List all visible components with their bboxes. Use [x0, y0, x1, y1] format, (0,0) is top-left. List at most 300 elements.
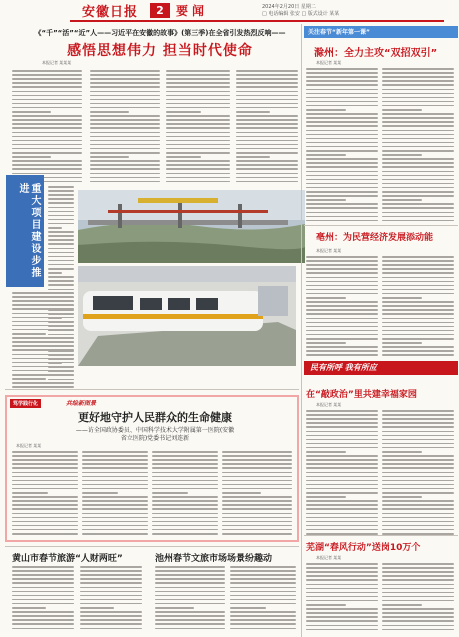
text-line	[90, 123, 160, 125]
text-line	[382, 297, 422, 299]
text-line	[166, 70, 230, 72]
text-line	[306, 350, 378, 352]
text-line	[12, 455, 78, 457]
text-line	[155, 603, 225, 605]
text-line	[306, 125, 378, 127]
text-line	[12, 386, 74, 388]
text-line	[230, 615, 296, 617]
text-line	[306, 422, 378, 424]
text-line	[152, 517, 218, 519]
text-line	[80, 607, 114, 609]
text-line	[382, 281, 454, 283]
text-line	[382, 472, 454, 474]
text-line	[230, 603, 296, 605]
text-line	[306, 191, 378, 193]
text-line	[306, 435, 378, 437]
text-line	[12, 148, 82, 150]
wuhu-headline[interactable]: 芜湖“春风行动”送岗10万个	[306, 543, 421, 553]
text-line	[382, 521, 454, 523]
text-line	[382, 338, 454, 340]
home-headline[interactable]: 在“敲政治”里共建幸福家园	[306, 390, 417, 400]
text-line	[90, 160, 160, 162]
text-line	[236, 164, 298, 166]
text-line	[166, 123, 230, 125]
text-line	[12, 103, 82, 105]
text-line	[152, 459, 218, 461]
text-line	[166, 140, 230, 142]
text-line	[12, 566, 74, 568]
chizhou-headline[interactable]: 池州春节文旅市场场景纷趣动	[155, 554, 273, 564]
bridge-construction-photo	[78, 190, 305, 263]
text-line	[306, 476, 378, 478]
text-line	[382, 207, 454, 209]
text-line	[12, 341, 74, 343]
text-line	[382, 272, 454, 274]
text-line	[306, 281, 378, 283]
text-line	[382, 158, 454, 160]
text-line	[155, 607, 194, 609]
text-line	[152, 472, 218, 474]
text-line	[230, 595, 296, 597]
text-line	[155, 599, 225, 601]
text-line	[306, 175, 378, 177]
text-line	[236, 136, 298, 138]
text-line	[382, 203, 454, 205]
text-line	[222, 500, 292, 502]
text-line	[306, 68, 378, 70]
text-line	[236, 95, 298, 97]
text-line	[306, 318, 378, 320]
text-line	[12, 70, 82, 72]
text-line	[306, 414, 378, 416]
text-line	[222, 476, 292, 478]
text-line	[90, 78, 160, 80]
text-line	[48, 248, 74, 250]
text-line	[48, 198, 74, 200]
text-line	[155, 578, 225, 580]
text-line	[166, 103, 230, 105]
text-line	[382, 579, 454, 581]
text-line	[12, 136, 82, 138]
text-line	[48, 202, 74, 204]
text-line	[306, 285, 378, 287]
text-line	[222, 517, 292, 519]
text-line	[306, 293, 378, 295]
chuzhou-headline[interactable]: 滁州：全力主攻“双招双引”	[314, 48, 438, 59]
text-line	[12, 362, 74, 364]
text-line	[382, 455, 454, 457]
text-line	[82, 459, 148, 461]
text-line	[90, 140, 160, 142]
text-line	[222, 455, 292, 457]
text-line	[12, 382, 74, 384]
text-line	[155, 566, 225, 568]
text-line	[12, 378, 46, 380]
text-line	[382, 117, 454, 119]
text-line	[382, 334, 454, 336]
text-line	[382, 105, 454, 107]
text-line	[306, 513, 378, 515]
text-line	[382, 447, 454, 449]
text-line	[306, 492, 378, 494]
text-line	[306, 150, 378, 152]
text-line	[382, 285, 454, 287]
text-line	[12, 308, 74, 310]
huangshan-headline[interactable]: 黄山市春节旅游“人财两旺”	[12, 554, 123, 564]
text-line	[48, 211, 74, 213]
text-line	[306, 431, 378, 433]
text-line	[236, 160, 298, 162]
text-line	[12, 595, 74, 597]
text-line	[306, 629, 378, 631]
text-line	[306, 256, 378, 258]
text-line	[166, 107, 230, 109]
text-line	[236, 156, 270, 158]
text-line	[236, 127, 298, 129]
text-line	[382, 467, 454, 469]
text-line	[306, 496, 346, 498]
text-line	[155, 591, 225, 593]
text-line	[90, 111, 129, 113]
text-line	[155, 623, 225, 625]
text-line	[166, 173, 230, 175]
text-line	[230, 628, 296, 630]
text-line	[306, 171, 378, 173]
text-line	[12, 615, 74, 617]
text-line	[82, 451, 148, 453]
section-name: 要闻	[176, 4, 209, 18]
text-line	[306, 220, 378, 222]
text-line	[382, 592, 454, 594]
text-line	[230, 591, 296, 593]
text-line	[306, 459, 378, 461]
text-line	[382, 154, 422, 156]
text-line	[12, 354, 74, 356]
text-line	[306, 579, 378, 581]
text-line	[306, 113, 378, 115]
text-line	[382, 629, 454, 631]
text-line	[12, 496, 78, 498]
text-line	[12, 132, 82, 134]
text-line	[166, 86, 230, 88]
text-line	[382, 199, 422, 201]
text-line	[166, 127, 230, 129]
text-line	[382, 322, 454, 324]
bozhou-headline[interactable]: 亳州：为民营经济发展添动能	[316, 233, 434, 243]
text-line	[48, 252, 74, 254]
text-line	[306, 183, 378, 185]
text-line	[12, 140, 82, 142]
text-line	[12, 296, 74, 298]
text-line	[155, 628, 225, 630]
text-line	[12, 623, 74, 625]
text-line	[382, 256, 454, 258]
text-line	[236, 74, 298, 76]
text-line	[382, 216, 454, 218]
text-line	[382, 604, 422, 606]
text-line	[306, 130, 378, 132]
text-line	[382, 166, 454, 168]
section-divider	[304, 225, 458, 226]
text-line	[236, 123, 298, 125]
text-line	[82, 476, 148, 478]
text-line	[82, 513, 148, 515]
text-line	[152, 504, 218, 506]
text-line	[306, 439, 378, 441]
text-line	[166, 119, 230, 121]
text-line	[80, 628, 142, 630]
text-line	[222, 492, 261, 494]
text-line	[90, 168, 160, 170]
text-line	[382, 443, 454, 445]
text-line	[152, 533, 218, 535]
text-line	[306, 600, 378, 602]
text-line	[12, 333, 46, 335]
text-line	[12, 300, 74, 302]
text-line	[306, 146, 378, 148]
text-line	[80, 615, 142, 617]
text-line	[382, 130, 454, 132]
text-line	[382, 109, 422, 111]
text-line	[236, 86, 298, 88]
text-line	[382, 72, 454, 74]
text-line	[306, 76, 378, 78]
text-line	[48, 223, 74, 225]
text-line	[306, 584, 378, 586]
text-line	[306, 72, 378, 74]
text-line	[306, 121, 378, 123]
wuhu-byline: 本报记者 某某	[316, 555, 342, 560]
feature-headline[interactable]: 更好地守护人民群众的生命健康	[78, 411, 232, 424]
text-line	[80, 611, 142, 613]
text-line	[48, 219, 74, 221]
text-line	[222, 467, 292, 469]
text-line	[382, 179, 454, 181]
text-line	[90, 103, 160, 105]
text-line	[236, 99, 298, 101]
text-line	[12, 358, 74, 360]
text-line	[166, 78, 230, 80]
text-line	[236, 70, 298, 72]
lead-headline[interactable]: 感悟思想伟力 担当时代使命	[67, 43, 253, 59]
text-line	[306, 260, 378, 262]
text-line	[82, 492, 118, 494]
text-line	[306, 596, 378, 598]
text-line	[306, 93, 378, 95]
text-line	[382, 142, 454, 144]
text-line	[230, 587, 296, 589]
text-line	[152, 508, 218, 510]
text-line	[306, 84, 378, 86]
text-line	[382, 93, 454, 95]
text-line	[236, 168, 298, 170]
text-line	[306, 187, 378, 189]
text-line	[382, 68, 454, 70]
text-line	[382, 277, 454, 279]
text-line	[382, 600, 454, 602]
text-line	[166, 136, 230, 138]
minsheng-section-label: 民有所呼 我有所应	[310, 363, 377, 372]
text-line	[82, 508, 148, 510]
text-line	[382, 596, 454, 598]
text-line	[80, 587, 142, 589]
text-line	[90, 107, 160, 109]
text-line	[166, 132, 230, 134]
text-line	[382, 212, 454, 214]
text-line	[166, 164, 230, 166]
text-line	[382, 588, 454, 590]
text-line	[155, 611, 225, 613]
text-line	[230, 607, 266, 609]
text-line	[152, 476, 218, 478]
text-line	[382, 410, 454, 412]
text-line	[155, 595, 225, 597]
column-divider	[301, 24, 302, 637]
text-line	[12, 492, 48, 494]
text-line	[230, 623, 296, 625]
text-line	[306, 346, 378, 348]
text-line	[48, 207, 74, 209]
text-line	[382, 162, 454, 164]
text-line	[306, 467, 378, 469]
feature-subtitle-line1: ——访全国政协委员、中国科学技术大学附属第一医院(安徽	[75, 427, 235, 434]
text-line	[48, 227, 62, 229]
feature-byline: 本报记者 某某	[16, 443, 42, 448]
text-line	[382, 426, 454, 428]
text-line	[230, 566, 296, 568]
text-line	[90, 181, 160, 183]
text-line	[382, 195, 454, 197]
text-line	[48, 276, 74, 278]
text-line	[12, 591, 74, 593]
lead-kicker: 《“千”“活”“近”人——习近平在安徽的故事》(第三季)在全省引发热烈反响——	[34, 29, 286, 37]
text-line	[306, 166, 378, 168]
text-line	[306, 203, 378, 205]
text-line	[80, 578, 142, 580]
text-line	[306, 313, 378, 315]
text-line	[306, 480, 378, 482]
text-line	[306, 326, 378, 328]
text-line	[382, 625, 454, 627]
text-line	[306, 277, 378, 279]
text-line	[382, 305, 454, 307]
text-line	[236, 181, 298, 183]
text-line	[306, 305, 378, 307]
text-line	[222, 508, 292, 510]
text-line	[12, 74, 82, 76]
text-line	[166, 74, 230, 76]
text-line	[382, 313, 454, 315]
text-line	[12, 628, 74, 630]
text-line	[230, 611, 296, 613]
text-line	[382, 504, 454, 506]
text-line	[306, 179, 378, 181]
text-line	[236, 111, 270, 113]
text-line	[306, 567, 378, 569]
text-line	[12, 123, 82, 125]
text-line	[166, 160, 230, 162]
page-number: 2	[150, 3, 170, 18]
text-line	[230, 578, 296, 580]
text-line	[236, 82, 298, 84]
text-line	[306, 608, 378, 610]
text-line	[12, 533, 78, 535]
text-line	[306, 354, 378, 356]
text-line	[222, 513, 292, 515]
text-line	[306, 604, 346, 606]
feature-subtitle-line2: 省立医院)党委书记刘连新	[120, 435, 190, 442]
text-line	[382, 616, 454, 618]
text-line	[306, 588, 378, 590]
text-line	[152, 467, 218, 469]
text-line	[12, 119, 82, 121]
text-line	[306, 207, 378, 209]
text-line	[306, 529, 378, 531]
text-line	[12, 599, 74, 601]
text-line	[12, 107, 82, 109]
text-line	[48, 379, 74, 381]
feature-label-secondary: 共绘新图景	[66, 400, 97, 407]
text-line	[306, 620, 378, 622]
text-line	[306, 616, 378, 618]
text-line	[12, 91, 82, 93]
text-line	[306, 322, 378, 324]
text-line	[382, 350, 454, 352]
text-line	[382, 220, 454, 222]
text-line	[82, 467, 148, 469]
text-line	[155, 574, 225, 576]
text-line	[382, 488, 454, 490]
text-line	[48, 268, 74, 270]
text-line	[12, 127, 82, 129]
text-line	[382, 435, 454, 437]
text-line	[306, 272, 378, 274]
text-line	[382, 183, 454, 185]
text-line	[166, 95, 230, 97]
text-line	[12, 164, 82, 166]
text-line	[382, 567, 454, 569]
text-line	[90, 95, 160, 97]
text-line	[382, 463, 454, 465]
text-line	[382, 171, 454, 173]
text-line	[90, 119, 160, 121]
text-line	[236, 148, 298, 150]
text-line	[90, 82, 160, 84]
text-line	[236, 119, 298, 121]
text-line	[382, 268, 454, 270]
text-line	[382, 134, 454, 136]
text-line	[152, 492, 188, 494]
home-byline: 本报记者 某某	[316, 402, 342, 407]
text-line	[306, 488, 378, 490]
text-line	[222, 451, 292, 453]
text-line	[152, 513, 218, 515]
text-line	[382, 187, 454, 189]
text-line	[230, 599, 296, 601]
text-line	[166, 111, 201, 113]
masthead-rule	[70, 20, 444, 22]
text-line	[222, 533, 292, 535]
text-line	[306, 592, 378, 594]
text-line	[382, 513, 454, 515]
text-line	[306, 426, 378, 428]
text-line	[236, 177, 298, 179]
text-line	[90, 152, 160, 154]
text-line	[12, 463, 78, 465]
right-column-tab-label: 关注春节“新年第一课”	[308, 29, 370, 36]
text-line	[155, 570, 225, 572]
text-line	[166, 181, 230, 183]
